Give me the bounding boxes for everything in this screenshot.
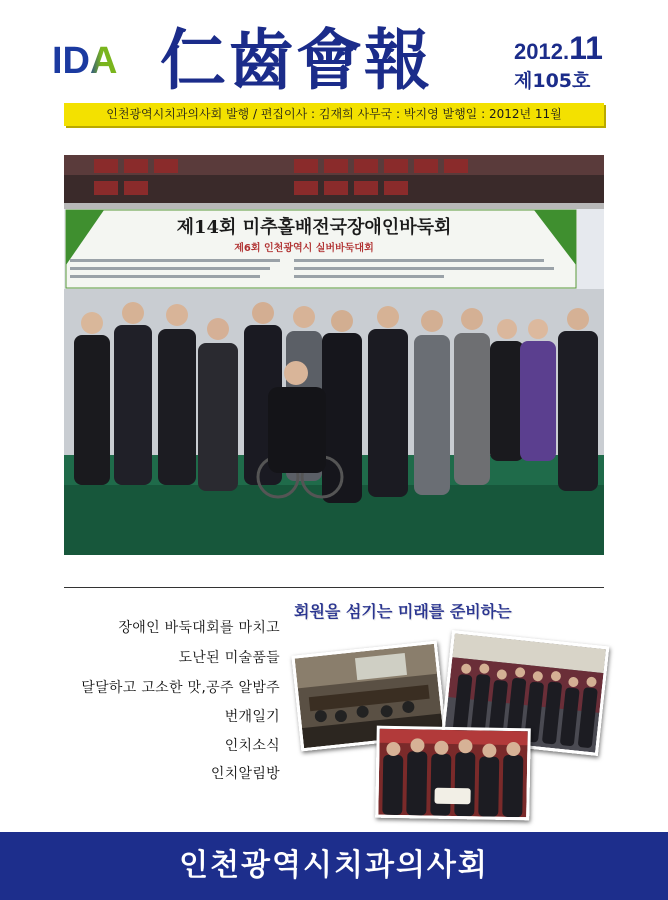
issue-date: [514, 30, 603, 67]
publication-info-text: 인천광역시치과의사회 발행 / 편집이사 : 김재희 사무국 : 박지영 발행일 : 2012년 11월: [106, 107, 562, 121]
contents-item: 도난된 미술품들: [178, 650, 280, 666]
section-divider: [64, 587, 604, 588]
footer-publisher: 인천광역시치과의사회: [179, 848, 489, 883]
cover-photo: [64, 155, 604, 555]
publication-info-bar: [64, 103, 604, 126]
banner-title: 제14회 미추홀배전국장애인바둑회: [176, 217, 452, 238]
logo-text: IDA: [52, 40, 118, 80]
issue-year: 2012.: [514, 39, 570, 64]
contents-item: 인치알림방: [210, 766, 280, 782]
contents-item: 번개일기: [224, 709, 280, 725]
newsletter-title: 仁齒會報: [160, 21, 432, 99]
contents-item: 달달하고 고소한 맛,공주 알밤주: [81, 680, 280, 696]
feature-title: 회원을 섬기는 미래를 준비하는: [294, 602, 512, 621]
issue-number: 제105호: [514, 70, 591, 92]
footer-bar: [0, 832, 668, 900]
issue-month: 11: [569, 30, 603, 66]
contents-item: 장애인 바둑대회를 마치고: [118, 620, 280, 636]
contents-item: 인치소식: [224, 738, 280, 754]
banner-subtitle: 제6회 인천광역시 실버바둑대회: [234, 243, 374, 254]
ida-logo: [52, 40, 152, 80]
feature-photo-cake: [375, 726, 531, 821]
